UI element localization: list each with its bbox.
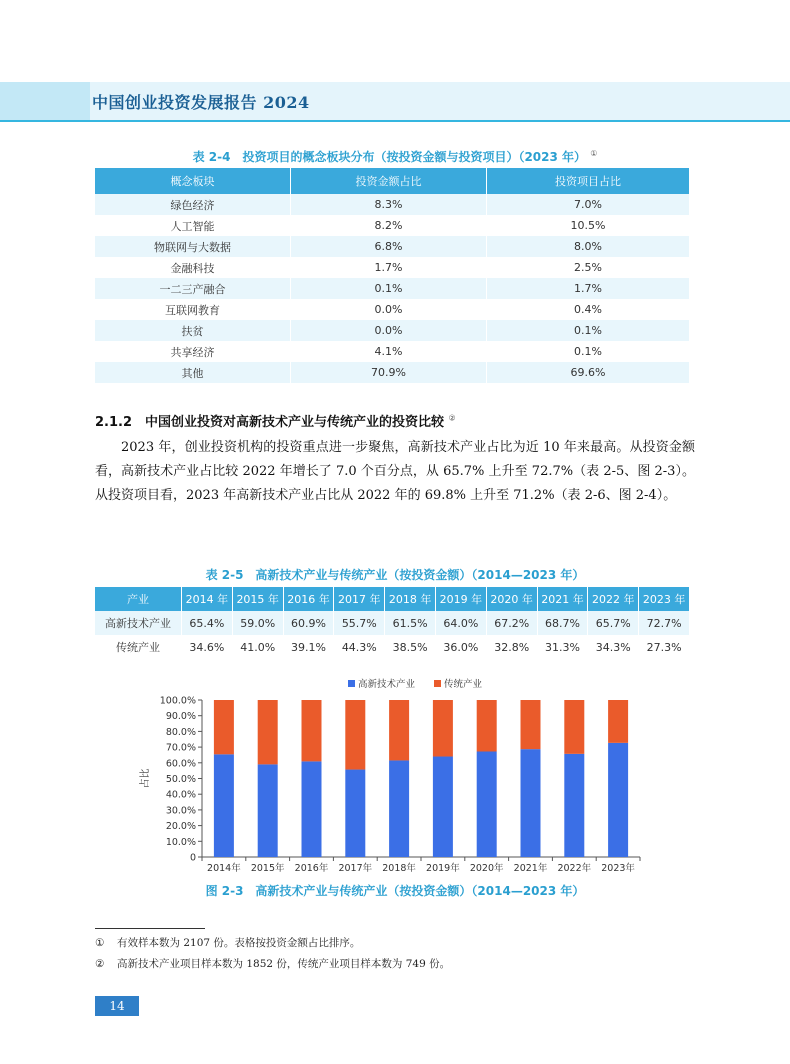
footnote-text: 有效样本数为 2107 份。表格按投资金额占比排序。: [117, 937, 361, 949]
column-header: 2018 年: [385, 587, 436, 611]
table-cell: 传统产业: [95, 635, 182, 659]
table-cell: 物联网与大数据: [95, 236, 291, 257]
y-tick-label: 0: [189, 852, 196, 864]
y-tick-label: 80.0%: [165, 726, 196, 738]
section-heading: [95, 411, 456, 430]
column-header: 概念板块: [95, 168, 291, 194]
legend-label: 高新技术产业: [358, 679, 416, 690]
table-row: [95, 341, 689, 362]
table-row: [95, 299, 689, 320]
x-tick-label: 2016年: [294, 863, 329, 874]
body-paragraph: [95, 436, 695, 508]
table-cell: 36.0%: [436, 635, 487, 659]
y-tick-label: 60.0%: [165, 758, 196, 770]
bar-traditional: [608, 700, 628, 743]
table-cell: 41.0%: [233, 635, 284, 659]
table-cell: 1.7%: [291, 257, 487, 278]
table-cell: 互联网教育: [95, 299, 291, 320]
table-cell: 38.5%: [385, 635, 436, 659]
footnote-divider: [95, 928, 205, 929]
column-header: 产业: [95, 587, 182, 611]
table-cell: 6.8%: [291, 236, 487, 257]
table-cell: 0.0%: [291, 299, 487, 320]
footnote-ref-2: ②: [448, 413, 456, 423]
running-header-title: 中国创业投资发展报告 2024: [92, 93, 310, 112]
bar-traditional: [389, 700, 409, 760]
table-cell: 65.4%: [182, 611, 233, 635]
table-row: [95, 278, 689, 299]
x-tick-label: 2022年: [557, 863, 592, 874]
table-row: [95, 320, 689, 341]
table-cell: 27.3%: [639, 635, 689, 659]
x-tick-label: 2014年: [207, 863, 241, 874]
table-cell: 0.1%: [487, 320, 689, 341]
table-cell: 7.0%: [487, 194, 689, 215]
bar-traditional: [214, 700, 234, 754]
bar-high-tech: [345, 770, 365, 857]
table-cell: 高新技术产业: [95, 611, 182, 635]
table-cell: 0.0%: [291, 320, 487, 341]
table-cell: 34.3%: [588, 635, 639, 659]
x-tick-label: 2019年: [426, 863, 460, 874]
figure-2-3-caption: 图 2-3 高新技术产业与传统产业（按投资金额）（2014—2023 年）: [205, 884, 585, 898]
column-header: 2023 年: [639, 587, 689, 611]
table-cell: 32.8%: [487, 635, 538, 659]
table-cell: 64.0%: [436, 611, 487, 635]
bar-high-tech: [302, 761, 322, 857]
table-cell: 金融科技: [95, 257, 291, 278]
y-tick-label: 10.0%: [165, 836, 196, 848]
table-cell: 扶贫: [95, 320, 291, 341]
footnote-2: [95, 956, 450, 971]
table-cell: 70.9%: [291, 362, 487, 383]
footnote-number: ②: [95, 958, 105, 970]
x-tick-label: 2023年: [601, 863, 635, 874]
header-accent: [0, 82, 90, 120]
table-cell: 0.1%: [291, 278, 487, 299]
concept-sector-table: [95, 168, 689, 383]
column-header: 2022 年: [588, 587, 639, 611]
table-cell: 65.7%: [588, 611, 639, 635]
industry-comparison-table: [95, 587, 689, 659]
x-tick-label: 2020年: [469, 863, 504, 874]
column-header: 2017 年: [334, 587, 385, 611]
legend-swatch: [348, 680, 355, 687]
table-cell: 34.6%: [182, 635, 233, 659]
x-tick-label: 2017年: [338, 863, 373, 874]
x-tick-label: 2015年: [250, 863, 285, 874]
table-row: [95, 236, 689, 257]
bar-high-tech: [564, 754, 584, 857]
column-header: 2019 年: [436, 587, 487, 611]
table-cell: 69.6%: [487, 362, 689, 383]
y-tick-label: 50.0%: [165, 774, 196, 785]
table-cell: 44.3%: [334, 635, 385, 659]
bar-high-tech: [521, 749, 541, 857]
bar-high-tech: [214, 754, 234, 857]
column-header: 投资项目占比: [487, 168, 689, 194]
table-row: [95, 194, 689, 215]
table-cell: 0.1%: [487, 341, 689, 362]
table-cell: 55.7%: [334, 611, 385, 635]
bar-high-tech: [258, 764, 278, 857]
table-cell: 一二三产融合: [95, 278, 291, 299]
table-cell: 4.1%: [291, 341, 487, 362]
footnote-text: 高新技术产业项目样本数为 1852 份，传统产业项目样本数为 749 份。: [117, 958, 451, 970]
table-row: [95, 635, 689, 659]
bar-traditional: [477, 700, 497, 751]
table-cell: 61.5%: [385, 611, 436, 635]
column-header: 2015 年: [233, 587, 284, 611]
column-header: 2020 年: [487, 587, 538, 611]
table-2-4-title: [0, 148, 790, 165]
table-row: [95, 257, 689, 278]
bar-traditional: [433, 700, 453, 757]
table-cell: 0.4%: [487, 299, 689, 320]
table-cell: 8.2%: [291, 215, 487, 236]
table-cell: 31.3%: [538, 635, 589, 659]
bar-high-tech: [389, 760, 409, 857]
column-header: 投资金额占比: [291, 168, 487, 194]
column-header: 2021 年: [538, 587, 589, 611]
table-row: [95, 611, 689, 635]
y-tick-label: 20.0%: [165, 821, 196, 833]
table-cell: 8.3%: [291, 194, 487, 215]
page-number: 14: [95, 996, 139, 1016]
bar-traditional: [345, 700, 365, 770]
footnote-1: [95, 935, 360, 950]
table-cell: 67.2%: [487, 611, 538, 635]
table-cell: 共享经济: [95, 341, 291, 362]
table-cell: 60.9%: [284, 611, 335, 635]
y-tick-label: 70.0%: [165, 742, 196, 754]
table-cell: 1.7%: [487, 278, 689, 299]
y-tick-label: 100.0%: [159, 695, 196, 707]
y-tick-label: 30.0%: [165, 805, 196, 817]
table-2-5-title: 表 2-5 高新技术产业与传统产业（按投资金额）（2014—2023 年）: [205, 568, 585, 582]
paragraph-text: 2023 年，创业投资机构的投资重点进一步聚焦，高新技术产业占比为近 10 年来最高。从投资金额看，高新技术产业占比较 2022 年增长了 7.0 个百分点，从 65.7% 上升至 72.7%（表 2-5、图 2-3）。从投资项目看，2023 年高新技术产业占比从 2022 年的 69.8% 上升至 71.2%（表 2-6、图 2-4）。: [95, 440, 695, 503]
table-cell: 人工智能: [95, 215, 291, 236]
table-row: [95, 362, 689, 383]
table-cell: 59.0%: [233, 611, 284, 635]
legend-label: 传统产业: [444, 679, 483, 690]
bar-traditional: [564, 700, 584, 754]
y-axis-label: 占比: [140, 768, 151, 789]
table-cell: 72.7%: [639, 611, 689, 635]
column-header: 2016 年: [284, 587, 335, 611]
stacked-bar-chart: [130, 672, 650, 877]
table-cell: 10.5%: [487, 215, 689, 236]
table-cell: 其他: [95, 362, 291, 383]
table-row: [95, 215, 689, 236]
table-cell: 8.0%: [487, 236, 689, 257]
bar-traditional: [258, 700, 278, 764]
y-tick-label: 90.0%: [165, 711, 196, 723]
legend-swatch: [434, 680, 441, 687]
x-tick-label: 2018年: [382, 863, 416, 874]
x-tick-label: 2021年: [513, 863, 548, 874]
table-cell: 2.5%: [487, 257, 689, 278]
footnote-ref-1: ①: [590, 149, 598, 158]
y-tick-label: 40.0%: [165, 789, 196, 801]
table-cell: 68.7%: [538, 611, 589, 635]
section-heading-text: 2.1.2 中国创业投资对高新技术产业与传统产业的投资比较: [95, 415, 445, 430]
table-cell: 绿色经济: [95, 194, 291, 215]
bar-traditional: [302, 700, 322, 761]
bar-high-tech: [433, 757, 453, 857]
table-2-4-title-text: 表 2-4 投资项目的概念板块分布（按投资金额与投资项目）（2023 年）: [192, 150, 587, 164]
bar-high-tech: [608, 743, 628, 857]
bar-traditional: [521, 700, 541, 749]
table-cell: 39.1%: [284, 635, 335, 659]
bar-high-tech: [477, 751, 497, 857]
footnote-number: ①: [95, 937, 105, 949]
column-header: 2014 年: [182, 587, 233, 611]
